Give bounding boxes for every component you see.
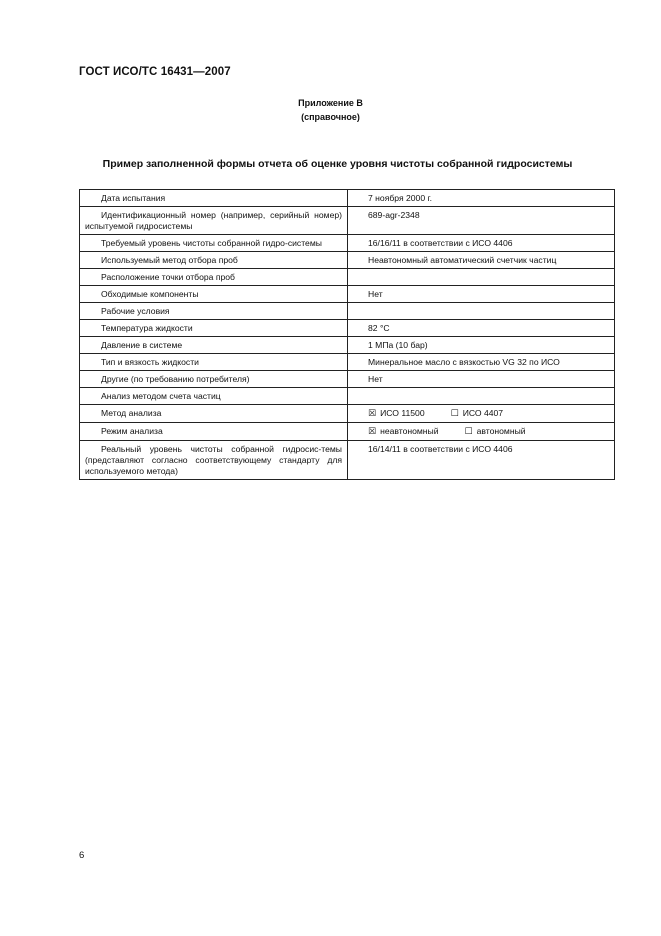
param-cell	[80, 303, 348, 320]
table-row-final	[80, 441, 615, 480]
value-cell	[348, 388, 615, 405]
checked-checkbox-icon: ☒	[368, 409, 377, 419]
table-row	[80, 320, 615, 337]
value-cell	[348, 405, 615, 423]
param-cell	[80, 235, 348, 252]
value-cell: 16/14/11 в соответствии с ИСО 4406	[348, 441, 615, 480]
value-cell: 1 МПа (10 бар)	[348, 337, 615, 354]
table-row	[80, 371, 615, 388]
table-row-mode	[80, 423, 615, 441]
table-row-method	[80, 405, 615, 423]
param-cell	[80, 405, 348, 423]
document-header: ГОСТ ИСО/ТС 16431—2007	[79, 66, 231, 78]
checked-checkbox-icon: ☒	[368, 427, 377, 437]
param-cell	[80, 320, 348, 337]
param-cell	[80, 441, 348, 480]
value-cell: 82 °С	[348, 320, 615, 337]
table-row	[80, 190, 615, 207]
param-label: Анализ методом счета частиц	[101, 391, 221, 401]
param-cell	[80, 423, 348, 441]
param-label: Обходимые компоненты	[101, 289, 199, 299]
param-label: Тип и вязкость жидкости	[101, 357, 199, 367]
table-row	[80, 286, 615, 303]
param-label: Реальный уровень чистоты собранной гидросис-темы (представляют согласно соответствующему стандарту для используемого метода)	[85, 444, 342, 476]
param-cell	[80, 269, 348, 286]
param-label: Режим анализа	[101, 426, 163, 436]
annex-heading	[0, 96, 661, 124]
table-row	[80, 388, 615, 405]
method-option-iso11500: ИСО 11500	[380, 408, 425, 418]
method-option-iso4407: ИСО 4407	[462, 408, 504, 418]
table-row	[80, 354, 615, 371]
param-cell	[80, 388, 348, 405]
unchecked-checkbox-icon: ☐	[464, 427, 473, 437]
value-cell	[348, 269, 615, 286]
param-cell	[80, 354, 348, 371]
value-cell: 16/16/11 в соответствии с ИСО 4406	[348, 235, 615, 252]
param-cell	[80, 190, 348, 207]
section-title: Пример заполненной формы отчета об оценке уровня чистоты собранной гидросистемы	[102, 158, 573, 170]
param-label: Давление в системе	[101, 340, 183, 350]
param-label: Другие (по требованию потребителя)	[101, 374, 250, 384]
param-cell	[80, 371, 348, 388]
param-cell	[80, 252, 348, 269]
value-cell: Нет	[348, 286, 615, 303]
param-label: Температура жидкости	[101, 323, 193, 333]
param-label: Идентификационный номер (например, серийный номер) испытуемой гидросистемы	[85, 210, 342, 231]
param-cell	[80, 337, 348, 354]
annex-subtitle: (справочное)	[301, 112, 360, 122]
report-table	[79, 189, 615, 480]
param-label: Дата испытания	[101, 193, 166, 203]
table-row	[80, 303, 615, 320]
mode-option-online: неавтономный	[380, 426, 439, 436]
annex-title: Приложение В	[298, 98, 363, 108]
value-cell: 7 ноября 2000 г.	[348, 190, 615, 207]
value-cell: Неавтономный автоматический счетчик частиц	[348, 252, 615, 269]
table-row	[80, 235, 615, 252]
table-row	[80, 269, 615, 286]
page-number: 6	[79, 850, 85, 861]
unchecked-checkbox-icon: ☐	[450, 409, 459, 419]
value-cell	[348, 303, 615, 320]
param-label: Используемый метод отбора проб	[101, 255, 238, 265]
value-cell: 689-agr-2348	[348, 207, 615, 235]
mode-option-offline: автономный	[476, 426, 526, 436]
value-cell: Нет	[348, 371, 615, 388]
table-row	[80, 207, 615, 235]
param-label: Требуемый уровень чистоты собранной гидро-системы	[101, 238, 322, 248]
param-cell	[80, 207, 348, 235]
report-table-body	[80, 190, 615, 480]
table-row	[80, 337, 615, 354]
value-cell: Минеральное масло с вязкостью VG 32 по ИСО	[348, 354, 615, 371]
param-label: Метод анализа	[101, 408, 162, 418]
param-cell	[80, 286, 348, 303]
param-label: Рабочие условия	[101, 306, 170, 316]
value-cell	[348, 423, 615, 441]
table-row	[80, 252, 615, 269]
param-label: Расположение точки отбора проб	[101, 272, 235, 282]
